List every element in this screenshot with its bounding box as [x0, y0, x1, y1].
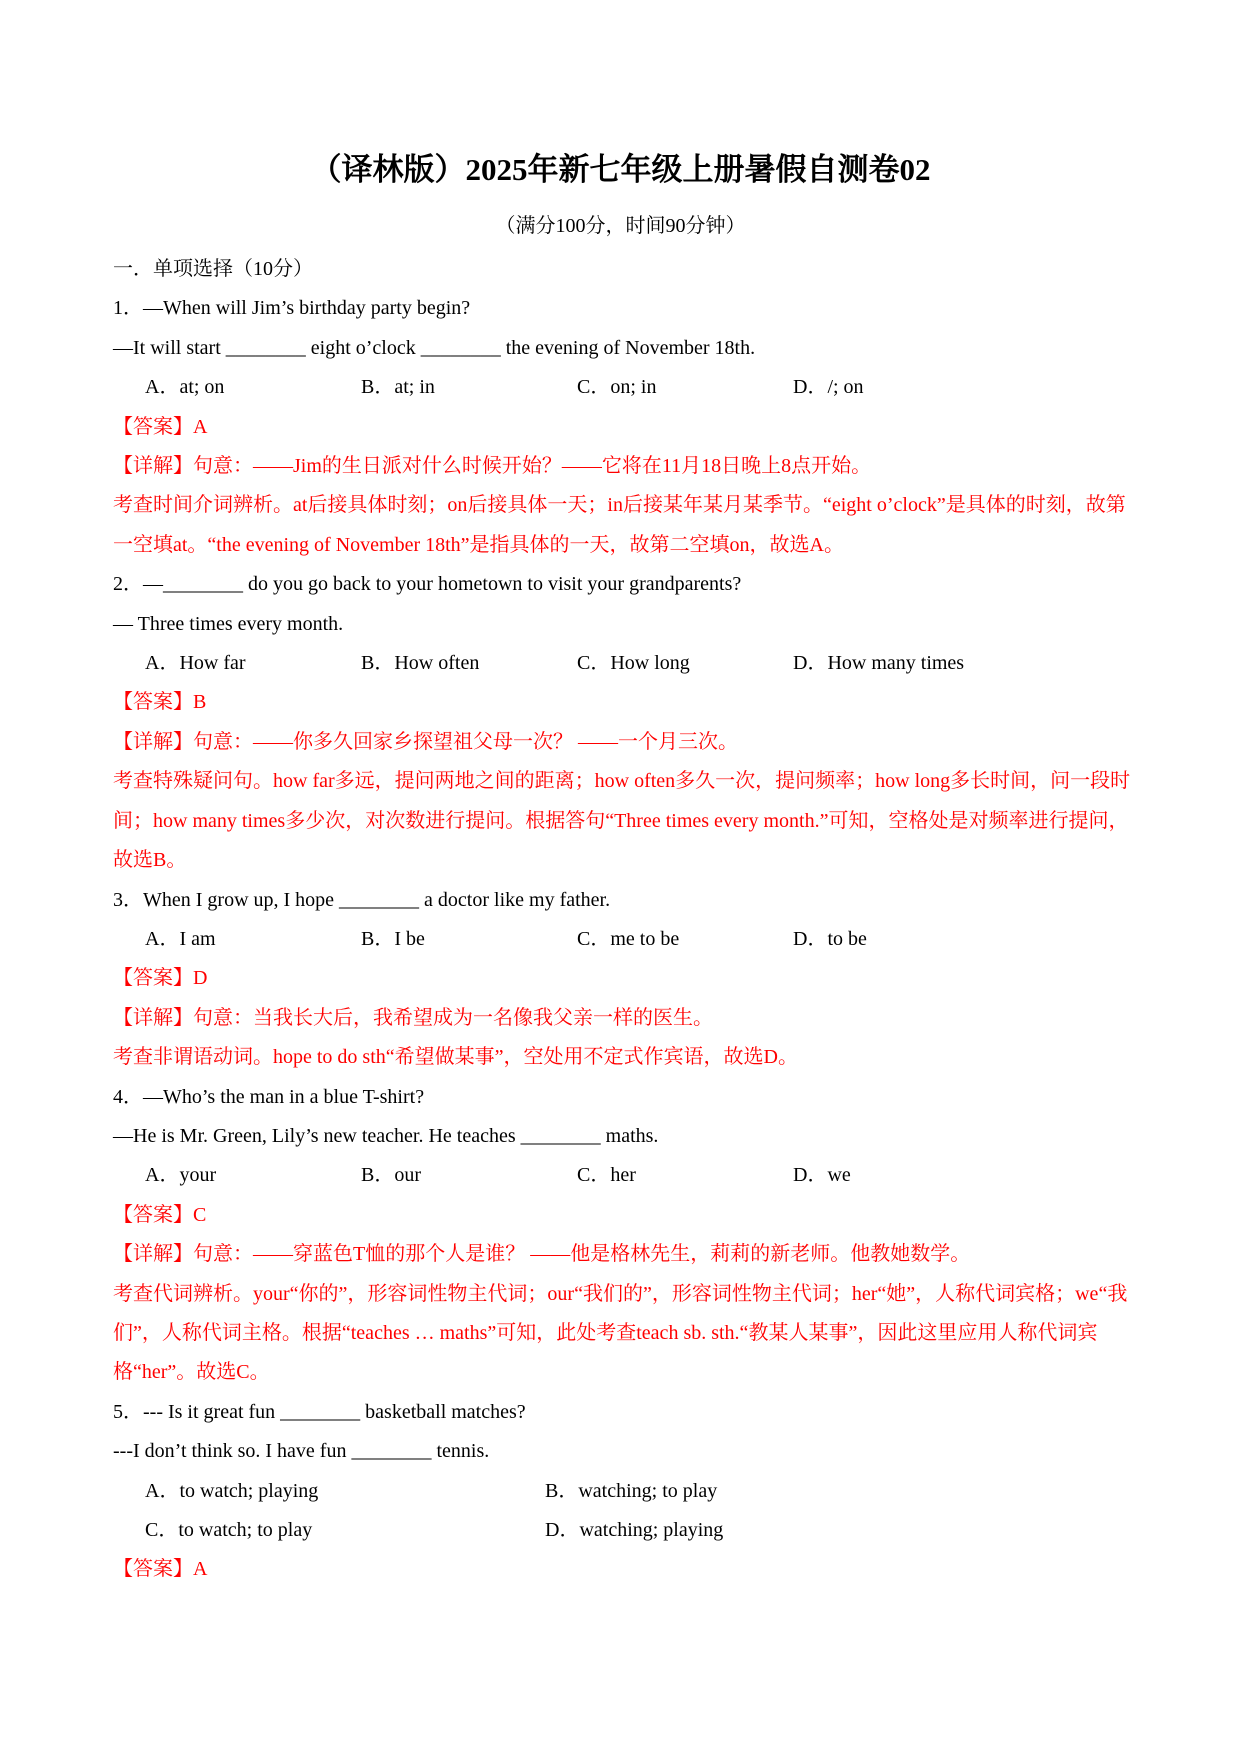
explanation-line [113, 723, 1133, 762]
option-a: A．your [145, 1164, 217, 1187]
answer-label: 【答案】 [113, 1558, 193, 1581]
question-4 [113, 1078, 1133, 1393]
option-c: C．her [577, 1164, 636, 1187]
question-stem: —He is Mr. Green, Lily’s new teacher. He teaches ________ maths. [113, 1124, 659, 1147]
answer-value: A [193, 415, 208, 438]
page-subtitle: （满分100分，时间90分钟） [495, 215, 746, 237]
option-c: C．on; in [577, 376, 657, 399]
option-d: D．we [793, 1164, 851, 1187]
question-stem: ---I don’t think so. I have fun ________ tennis. [113, 1440, 490, 1463]
option-d: D．to be [793, 927, 867, 950]
answer-value: A [193, 1558, 208, 1581]
question-stem: —It will start ________ eight o’clock ________ the evening of November 18th. [113, 336, 756, 359]
option-a: A．to watch; playing [145, 1479, 319, 1502]
explanation-text: 句意：当我长大后，我希望成为一名像我父亲一样的医生。 [193, 1006, 713, 1029]
option-d: D．watching; playing [545, 1519, 724, 1541]
explanation-line [113, 1235, 1133, 1274]
option-a: A．How far [145, 652, 246, 675]
answer-label: 【答案】 [113, 691, 193, 714]
explanation-text: 考查时间介词辨析。at后接具体时刻；on后接具体一天；in后接某年某月某季节。“eight o’clock”是具体的时刻，故第一空填at。“the evening of November 18th”是指具体的一天，故第二空填on，故选A。 [113, 494, 1126, 556]
option-a: A．I am [145, 927, 216, 950]
question-2 [113, 565, 1133, 880]
explanation-text: 句意：——穿蓝色T恤的那个人是谁？ ——他是格林先生，莉莉的新老师。他教她数学。 [193, 1243, 971, 1266]
answer-label: 【答案】 [113, 1203, 193, 1226]
options-row [113, 368, 1133, 407]
question-stem: 2．—________ do you go back to your hometown to visit your grandparents? [113, 573, 742, 596]
options-row [113, 644, 1133, 683]
option-b: B．I be [361, 927, 425, 950]
option-b: B．at; in [361, 376, 435, 399]
options-row [113, 1511, 1133, 1550]
answer-value: D [193, 967, 208, 990]
option-b: B．our [361, 1164, 421, 1187]
option-d: D．How many times [793, 652, 965, 675]
explanation-line [113, 447, 1133, 486]
answer-line [113, 1196, 1133, 1235]
explanation-line [113, 999, 1133, 1038]
question-stem: 4．—Who’s the man in a blue T-shirt? [113, 1085, 425, 1108]
option-c: C．to watch; to play [145, 1519, 313, 1541]
options-row [113, 920, 1133, 959]
option-a: A．at; on [145, 376, 225, 399]
question-3 [113, 881, 1133, 1078]
question-stem: — Three times every month. [113, 612, 344, 635]
question-stem: 1．—When will Jim’s birthday party begin? [113, 297, 471, 320]
option-c: C．me to be [577, 927, 680, 950]
options-row [113, 1472, 1133, 1511]
answer-label: 【答案】 [113, 415, 193, 438]
answer-label: 【答案】 [113, 967, 193, 990]
explanation-text: 考查代词辨析。your“你的”，形容词性物主代词；our“我们的”，形容词性物主代词；her“她”，人称代词宾格；we“我们”，人称代词主格。根据“teaches … maths”可知，此处考查teach sb. sth.“教某人某事”，因此这里应用人称代词宾格“her”。故选C。 [113, 1282, 1128, 1384]
question-stem: 3．When I grow up, I hope ________ a doctor like my father. [113, 888, 611, 911]
option-b: B．watching; to play [545, 1479, 718, 1502]
explanation-text: 考查特殊疑问句。how far多远，提问两地之间的距离；how often多久一次，提问频率；how long多长时间，问一段时间；how many times多少次，对次数进行提问。根据答句“Three times every month.”可知，空格处是对频率进行提问，故选B。 [113, 770, 1131, 872]
section-heading: 一．单项选择（10分） [113, 258, 313, 280]
document-body [113, 250, 1133, 1590]
explanation-label: 【详解】 [113, 455, 193, 478]
explanation-label: 【详解】 [113, 730, 193, 753]
question-stem: 5．--- Is it great fun ________ basketball matches? [113, 1400, 526, 1423]
options-row [113, 1156, 1133, 1195]
answer-line [113, 408, 1133, 447]
answer-value: B [193, 691, 207, 714]
answer-line [113, 1550, 1133, 1589]
option-b: B．How often [361, 652, 480, 675]
explanation-text: 考查非谓语动词。hope to do sth“希望做某事”，空处用不定式作宾语，故选D。 [113, 1046, 798, 1069]
option-c: C．How long [577, 652, 690, 675]
explanation-text: 句意：——Jim的生日派对什么时候开始？——它将在11月18日晚上8点开始。 [193, 455, 872, 478]
question-5 [113, 1393, 1133, 1590]
explanation-text: 句意：——你多久回家乡探望祖父母一次？ ——一个月三次。 [193, 730, 738, 753]
option-d: D．/; on [793, 376, 864, 399]
page-title: （译林版）2025年新七年级上册暑假自测卷02 [310, 152, 931, 187]
question-1 [113, 289, 1133, 565]
explanation-label: 【详解】 [113, 1243, 193, 1266]
explanation-label: 【详解】 [113, 1006, 193, 1029]
answer-line [113, 959, 1133, 998]
answer-value: C [193, 1203, 207, 1226]
answer-line [113, 683, 1133, 722]
